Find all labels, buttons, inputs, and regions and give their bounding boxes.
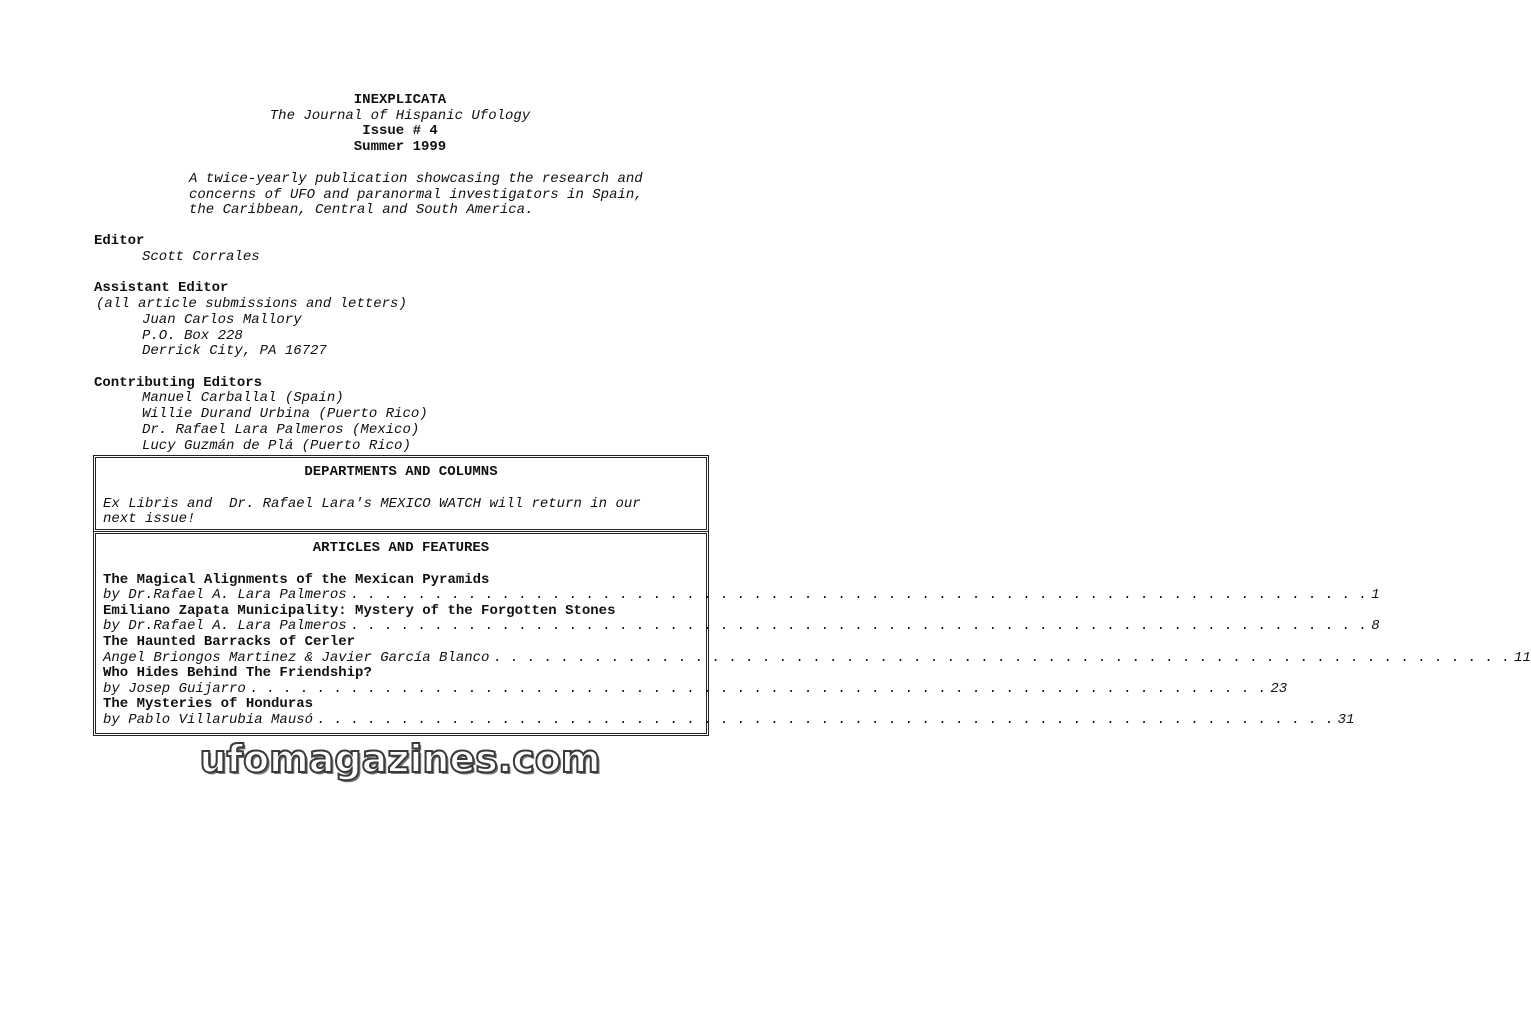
departments-heading: DEPARTMENTS AND COLUMNS [304, 464, 498, 480]
publication-description [189, 172, 719, 219]
article-title: The Haunted Barracks of Cerler [103, 633, 356, 650]
journal-title: INEXPLICATA [353, 92, 447, 108]
journal-subtitle: The Journal of Hispanic Ufology [269, 108, 531, 124]
editor-name: Scott Corrales [142, 249, 260, 265]
assistant-editor-line: Juan Carlos Mallory [142, 312, 302, 328]
article-page: 23 [1270, 680, 1288, 697]
article-page: 8 [1371, 618, 1380, 635]
article-author: by Josep Guijarro [103, 680, 246, 697]
assistant-editor-note: (all article submissions and letters) [96, 296, 407, 312]
article-byline [103, 649, 1531, 667]
article-entry [103, 633, 1531, 666]
article-title: Who Hides Behind The Friendship? [103, 665, 372, 682]
articles-box [93, 531, 1531, 736]
article-author: by Pablo Villarubia Mausó [103, 711, 314, 728]
assistant-editor-line: P.O. Box 228 [142, 328, 243, 344]
article-page: 1 [1371, 587, 1380, 604]
departments-box [93, 455, 709, 532]
description-line: the Caribbean, Central and South America. [189, 202, 534, 219]
leader-dots: . . . . . . . . . . . . . . . . . . . . . . . . . . . . . . . . . . . . . . . . . . . . . . . . . . . . . . . . . . . . . [350, 587, 1368, 604]
article-entry [103, 696, 1355, 728]
issue-number: Issue # 4 [362, 123, 438, 139]
article-page: 11 [1514, 649, 1531, 666]
article-entry [103, 602, 1380, 635]
article-title: The Magical Alignments of the Mexican Pyramids [103, 571, 490, 588]
article-title: Emiliano Zapata Municipality: Mystery of the Forgotten Stones [103, 602, 616, 619]
articles-heading: ARTICLES AND FEATURES [312, 540, 490, 556]
article-author: Angel Briongos Martinez & Javier García Blanco [103, 649, 490, 666]
leader-dots: . . . . . . . . . . . . . . . . . . . . . . . . . . . . . . . . . . . . . . . . . . . . . . . . . . . . . . . . . . . . . [249, 680, 1267, 697]
leader-dots: . . . . . . . . . . . . . . . . . . . . . . . . . . . . . . . . . . . . . . . . . . . . . . . . . . . . . . . . . . . . . [317, 711, 1334, 728]
contributing-editor-name: Dr. Rafael Lara Palmeros (Mexico) [142, 422, 420, 438]
watermark-text: ufomagazines.com [199, 737, 601, 781]
article-entry [103, 571, 1380, 604]
assistant-editor-heading: Assistant Editor [94, 280, 229, 296]
editor-heading: Editor [94, 233, 145, 249]
contributing-editor-name: Manuel Carballal (Spain) [142, 390, 344, 406]
description-line: A twice-yearly publication showcasing the research and [189, 171, 643, 187]
article-page: 31 [1337, 711, 1355, 728]
article-byline [103, 680, 1288, 698]
article-author: by Dr.Rafael A. Lara Palmeros [103, 618, 347, 635]
description-line: concerns of UFO and paranormal investigators in Spain, [189, 186, 643, 203]
contributing-editor-name: Lucy Guzmán de Plá (Puerto Rico) [142, 438, 411, 454]
contributing-editors-heading: Contributing Editors [94, 375, 263, 391]
article-entry [103, 665, 1288, 697]
departments-text [96, 497, 706, 528]
departments-text-line: Ex Libris and Dr. Rafael Lara's MEXICO WATCH will return in our [103, 495, 641, 512]
article-byline [103, 711, 1355, 729]
contributing-editor-name: Willie Durand Urbina (Puerto Rico) [142, 406, 428, 422]
article-author: by Dr.Rafael A. Lara Palmeros [103, 587, 347, 604]
leader-dots: . . . . . . . . . . . . . . . . . . . . . . . . . . . . . . . . . . . . . . . . . . . . . . . . . . . . . . . . . . . . . [350, 618, 1368, 635]
issue-season: Summer 1999 [353, 139, 447, 155]
leader-dots: . . . . . . . . . . . . . . . . . . . . . . . . . . . . . . . . . . . . . . . . . . . . . . . . . . . . . . . . . . . . . [493, 649, 1511, 666]
articles-list [96, 571, 1531, 729]
article-byline [103, 587, 1380, 604]
article-byline [103, 618, 1380, 635]
article-title: The Mysteries of Honduras [103, 696, 314, 713]
departments-text-line: next issue! [103, 511, 196, 528]
assistant-editor-line: Derrick City, PA 16727 [142, 343, 327, 359]
